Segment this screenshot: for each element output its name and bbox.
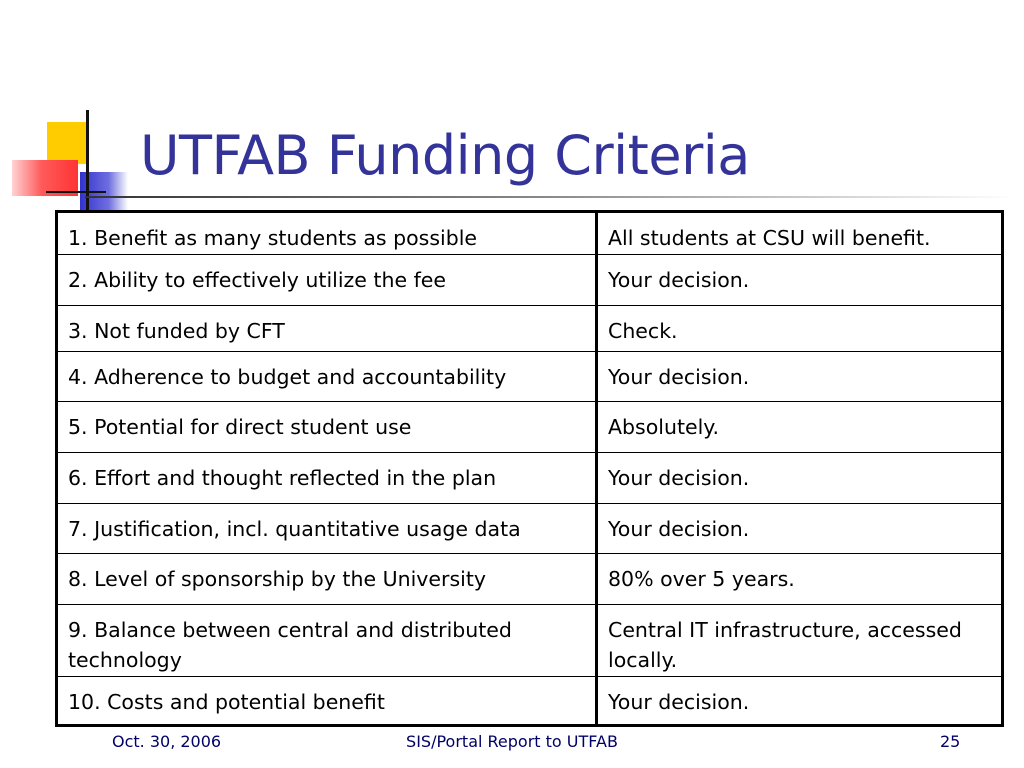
answer-cell: Absolutely. xyxy=(597,402,1003,453)
footer-date: Oct. 30, 2006 xyxy=(112,732,222,751)
answer-cell: 80% over 5 years. xyxy=(597,554,1003,605)
table-row xyxy=(57,504,1003,554)
table-row xyxy=(57,605,1003,677)
table-row xyxy=(57,255,1003,306)
answer-cell: All students at CSU will benefit. xyxy=(597,212,1003,255)
logo-horizontal-line xyxy=(46,191,106,193)
answer-cell: Central IT infrastructure, accessed locally. xyxy=(597,605,1003,677)
criterion-cell: 1. Benefit as many students as possible xyxy=(57,212,597,255)
table-row xyxy=(57,352,1003,402)
criterion-cell: 7. Justification, incl. quantitative usage data xyxy=(57,504,597,554)
slide-number: 25 xyxy=(940,732,961,751)
table-row xyxy=(57,554,1003,605)
table-row xyxy=(57,402,1003,453)
table-row xyxy=(57,677,1003,726)
criterion-cell: 6. Effort and thought reflected in the plan xyxy=(57,453,597,504)
logo-yellow-square xyxy=(47,122,87,164)
criterion-cell: 8. Level of sponsorship by the University xyxy=(57,554,597,605)
answer-cell: Your decision. xyxy=(597,255,1003,306)
answer-cell: Check. xyxy=(597,306,1003,352)
criteria-table xyxy=(55,210,1004,727)
criterion-cell: 4. Adherence to budget and accountability xyxy=(57,352,597,402)
slide-title: UTFAB Funding Criteria xyxy=(140,124,750,187)
title-underline xyxy=(85,196,1015,198)
answer-cell: Your decision. xyxy=(597,453,1003,504)
criterion-cell: 5. Potential for direct student use xyxy=(57,402,597,453)
table-row xyxy=(57,306,1003,352)
criterion-cell: 10. Costs and potential benefit xyxy=(57,677,597,726)
answer-cell: Your decision. xyxy=(597,504,1003,554)
logo-vertical-line xyxy=(86,110,89,222)
answer-cell: Your decision. xyxy=(597,352,1003,402)
table-row xyxy=(57,453,1003,504)
criterion-cell: 9. Balance between central and distributed technology xyxy=(57,605,597,677)
footer-title: SIS/Portal Report to UTFAB xyxy=(406,732,618,751)
answer-cell: Your decision. xyxy=(597,677,1003,726)
color-squares-logo-icon xyxy=(0,0,160,240)
criterion-cell: 3. Not funded by CFT xyxy=(57,306,597,352)
criterion-cell: 2. Ability to effectively utilize the fee xyxy=(57,255,597,306)
table-row xyxy=(57,212,1003,255)
